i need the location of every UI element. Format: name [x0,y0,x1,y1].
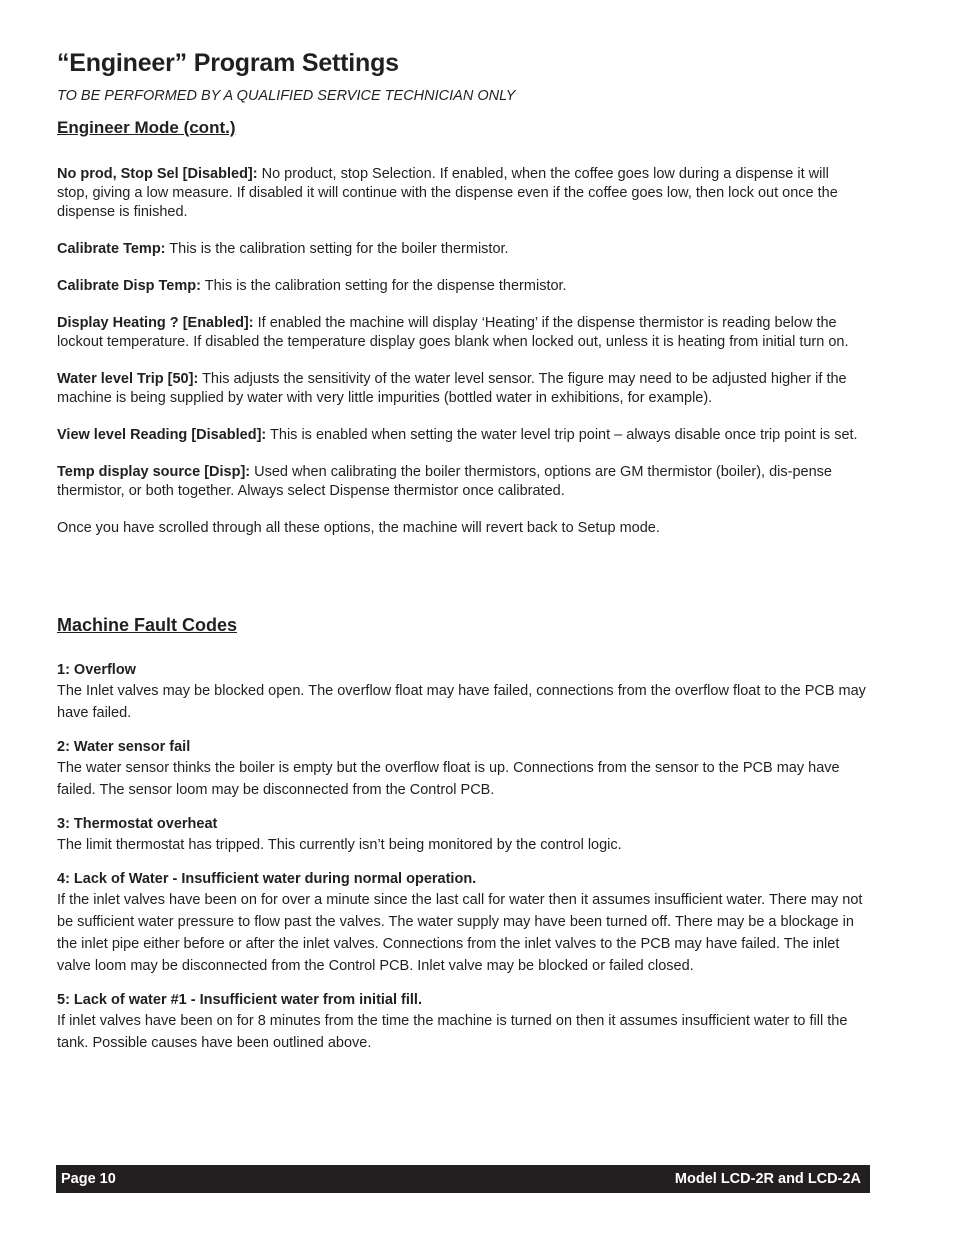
setting-term: No prod, Stop Sel [Disabled]: [57,166,258,182]
setting-calibrate-disp-temp [57,277,862,296]
fault-item [57,869,869,977]
fault-item [57,814,869,856]
fault-description: If inlet valves have been on for 8 minutes from the time the machine is turned on then it assumes insufficient water to fill the tank. Possible causes have been outlined above. [57,1013,848,1051]
fault-description: The Inlet valves may be blocked open. The overflow float may have failed, connections from the overflow float to the PCB may have failed. [57,683,866,721]
setting-term: Display Heating ? [Enabled]: [57,315,254,331]
fault-codes-list [57,660,869,1067]
setting-view-level-reading [57,426,862,445]
engineer-mode-heading: Engineer Mode (cont.) [57,118,236,137]
page-subtitle: TO BE PERFORMED BY A QUALIFIED SERVICE TECHNICIAN ONLY [57,88,516,104]
setting-text: If enabled the machine will display ‘Heating’ if the dispense thermistor is reading below the lockout temperature. If disabled the temperature display goes blank when locked out, unless it is heating from initial turn on. [57,315,849,350]
fault-title: 1: Overflow [57,662,136,678]
fault-title: 3: Thermostat overheat [57,816,218,832]
setting-text: Used when calibrating the boiler thermistors, options are GM thermistor (boiler), dis-pense thermistor, or both together. Always select Dispense thermistor once calibrated. [57,464,832,499]
setting-text: This adjusts the sensitivity of the water level sensor. The figure may need to be adjusted higher if the machine is being supplied by water with very little impurities (bottled water in exhibitions, for example). [57,371,847,406]
page-footer [56,1165,870,1193]
setting-revert-note [57,519,862,538]
setting-term: Water level Trip [50]: [57,371,199,387]
setting-text: No product, stop Selection. If enabled, when the coffee goes low during a dispense it will stop, giving a low measure. If disabled it will continue with the dispense even if the coffee goes low, then lock out once the dispense is finished. [57,166,838,220]
setting-water-level-trip [57,370,862,408]
fault-item [57,660,869,724]
fault-item [57,990,869,1054]
setting-calibrate-temp [57,240,862,259]
fault-title: 4: Lack of Water - Insufficient water during normal operation. [57,871,477,887]
model-label: Model LCD-2R and LCD-2A [674,1171,861,1187]
fault-codes-heading: Machine Fault Codes [57,615,238,635]
setting-term: Calibrate Disp Temp: [57,278,201,294]
setting-term: Temp display source [Disp]: [57,464,251,480]
setting-text: This is enabled when setting the water level trip point – always disable once trip point is set. [266,427,858,443]
setting-term: Calibrate Temp: [57,241,166,257]
setting-no-prod-stop-sel [57,165,862,222]
setting-term: View level Reading [Disabled]: [57,427,267,443]
fault-item [57,737,869,801]
fault-description: The water sensor thinks the boiler is empty but the overflow float is up. Connections from the sensor to the PCB may have failed. The sensor loom may be disconnected from the Control PCB. [57,760,840,798]
fault-title: 5: Lack of water #1 - Insufficient water from initial fill. [57,992,422,1008]
page-title: “Engineer” Program Settings [57,49,399,77]
fault-description: The limit thermostat has tripped. This currently isn’t being monitored by the control logic. [57,837,622,853]
setting-text: This is the calibration setting for the boiler thermistor. [165,241,509,257]
setting-text: Once you have scrolled through all these options, the machine will revert back to Setup mode. [57,520,660,536]
fault-title: 2: Water sensor fail [57,739,191,755]
engineer-settings-list [57,165,862,556]
fault-description: If the inlet valves have been on for over a minute since the last call for water then it assumes insufficient water. There may not be sufficient water pressure to flow past the valves. The water supply may have been turned off. There may be a blockage in the inlet pipe either before or after the inlet valves. Connections from the inlet valves to the PCB may have failed. The inlet valve loom may be disconnected from the Control PCB. Inlet valve may be blocked or failed closed. [57,892,863,974]
page-number: Page 10 [61,1171,116,1187]
setting-text: This is the calibration setting for the dispense thermistor. [200,278,567,294]
setting-temp-display-source [57,463,862,501]
setting-display-heating [57,314,862,352]
